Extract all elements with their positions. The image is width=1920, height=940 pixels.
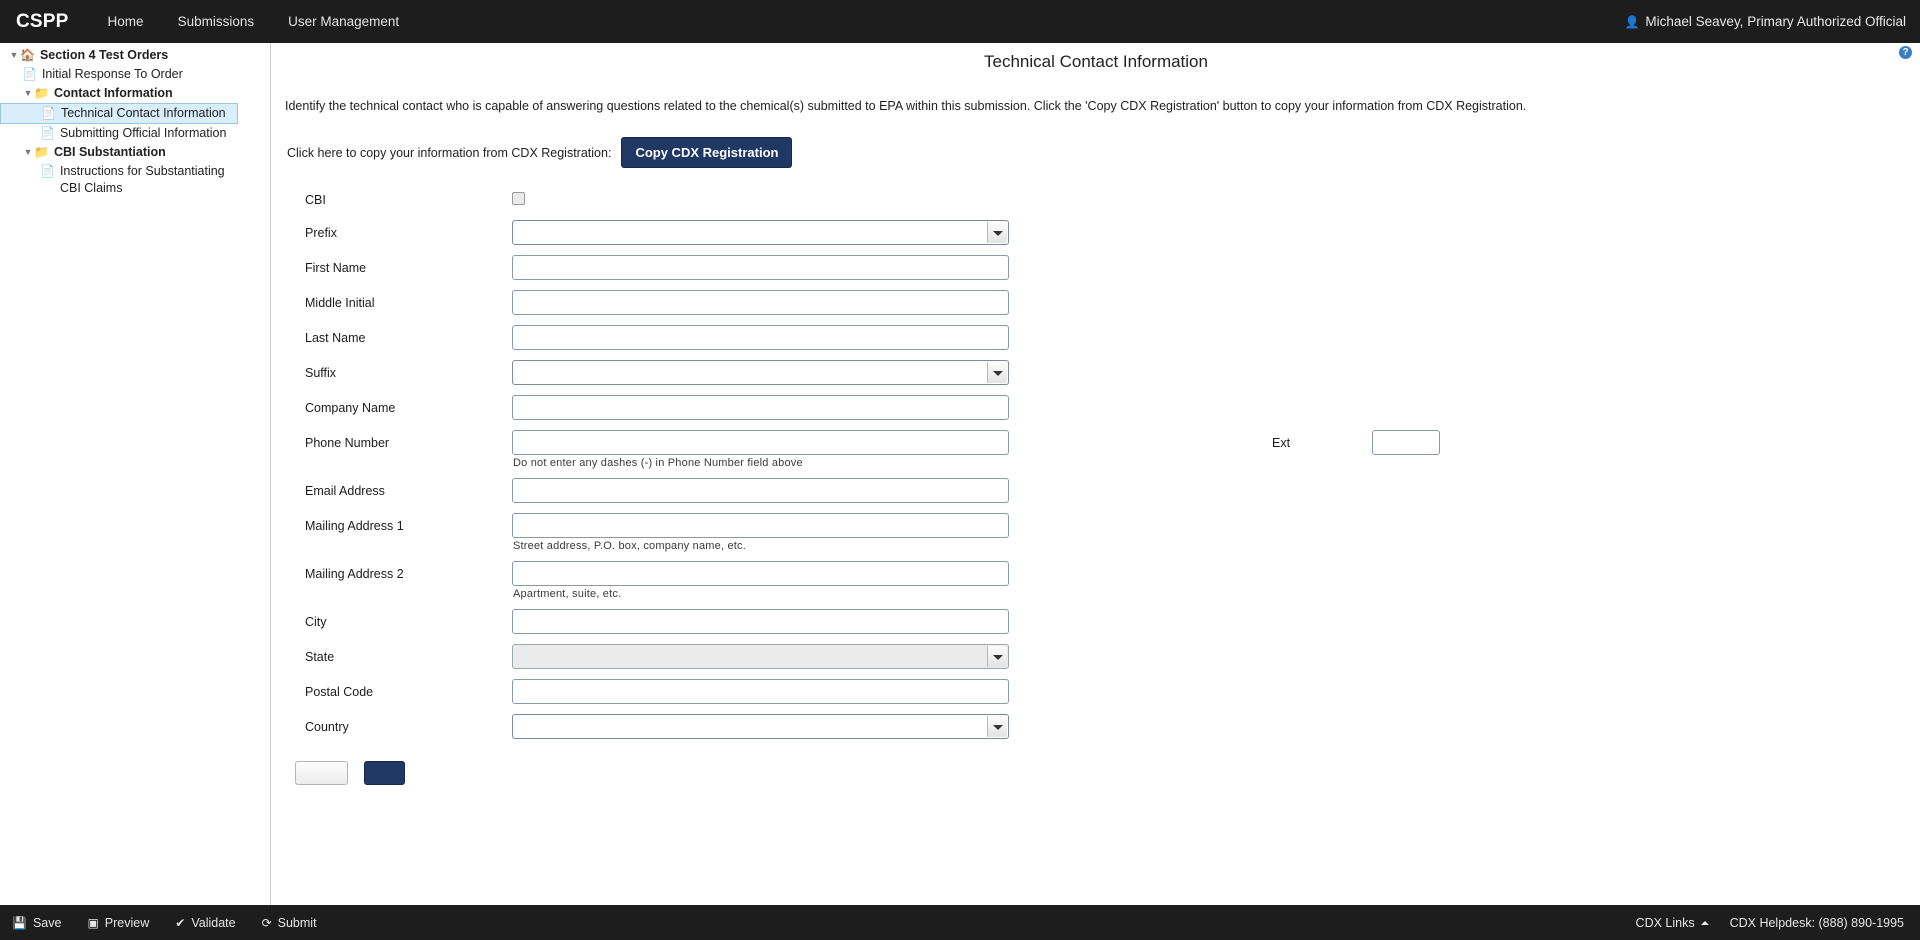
mailing-address-1-hint: Street address, P.O. box, company name, etc. [513,540,746,552]
chevron-down-icon[interactable] [987,362,1007,383]
mailing-address-2-label: Mailing Address 2 [305,567,404,581]
form-row-suffix [272,360,1920,385]
back-button[interactable] [295,761,348,785]
footer-validate-button[interactable] [162,905,248,940]
sidebar-item-label: CBI Substantiation [53,145,166,159]
email-address-input[interactable] [512,478,1009,503]
form-navigation-buttons [295,761,1920,785]
footer-save-button[interactable] [0,905,74,940]
cdx-links-menu[interactable] [1624,905,1722,940]
country-select[interactable] [512,714,1009,739]
city-label: City [305,615,327,629]
state-label: State [305,650,335,664]
form-row-postal-code [272,679,1920,704]
sidebar-item-contact-information[interactable] [0,84,270,103]
suffix-select[interactable] [512,360,1009,385]
nav-item-user-management[interactable]: User Management [288,14,400,29]
suffix-label: Suffix [305,366,337,380]
help-icon[interactable]: ? [1899,46,1912,59]
form-row-email-address [272,478,1920,503]
ext-field-wrapper [1372,430,1440,455]
ext-label: Ext [1272,436,1291,450]
page-icon: 📄 [41,106,56,120]
phone-number-input[interactable] [512,430,1009,455]
form-row-last-name [272,325,1920,350]
folder-icon: 📁 [34,86,49,100]
sidebar-item-label: Technical Contact Information [60,106,226,120]
page-instructions: Identify the technical contact who is capable of answering questions related to the chemical(s) submitted to EPA within this submission. Click the 'Copy CDX Registration' button to copy your information from CDX Registration. [285,99,1527,113]
last-name-input[interactable] [512,325,1009,350]
page-icon: 📄 [40,164,55,178]
home-icon: 🏠 [20,48,35,62]
company-name-label: Company Name [305,401,396,415]
ext-input[interactable] [1372,430,1440,455]
technical-contact-form [272,187,1920,785]
mailing-address-2-hint: Apartment, suite, etc. [513,588,622,600]
mailing-address-2-input[interactable] [512,561,1009,586]
form-row-country [272,714,1920,739]
middle-initial-label: Middle Initial [305,296,375,310]
phone-number-hint: Do not enter any dashes (-) in Phone Number field above [513,457,803,469]
form-row-city [272,609,1920,634]
country-label: Country [305,720,349,734]
cdx-helpdesk-info: CDX Helpdesk: (888) 890-1995 [1729,915,1904,930]
last-name-label: Last Name [305,331,366,345]
nav-item-submissions[interactable]: Submissions [177,14,255,29]
prefix-label: Prefix [305,226,337,240]
save-icon: 💾 [12,915,27,930]
checkmark-icon: ✔ [175,915,186,930]
tree-toggle-icon[interactable]: ▼ [23,147,33,157]
tree-toggle-icon[interactable]: ▼ [9,50,19,60]
footer-submit-label: Submit [277,915,317,930]
cbi-label: CBI [305,193,326,207]
footer-toolbar [0,905,1920,940]
sidebar-item-technical-contact-information[interactable] [0,103,238,124]
form-row-mailing-address-2 [272,561,1920,600]
form-row-prefix [272,220,1920,245]
submit-icon: ⟳ [261,915,272,930]
form-row-first-name [272,255,1920,280]
user-account-label: Michael Seavey, Primary Authorized Official [1645,14,1906,29]
sidebar-item-label: Instructions for Substantiating CBI Claims [59,164,225,195]
form-row-company-name [272,395,1920,420]
chevron-down-icon[interactable] [987,646,1007,667]
cbi-checkbox[interactable] [512,192,525,205]
company-name-input[interactable] [512,395,1009,420]
sidebar-item-label: Initial Response To Order [41,67,183,81]
state-select[interactable] [512,644,1009,669]
footer-validate-label: Validate [191,915,236,930]
nav-item-home[interactable]: Home [107,14,144,29]
form-row-mailing-address-1 [272,513,1920,552]
user-icon: 👤 [1624,14,1640,29]
postal-code-input[interactable] [512,679,1009,704]
mailing-address-1-label: Mailing Address 1 [305,519,404,533]
middle-initial-input[interactable] [512,290,1009,315]
sidebar-item-cbi-substantiation[interactable] [0,143,270,162]
email-address-label: Email Address [305,484,385,498]
sidebar-item-label: Submitting Official Information [59,126,227,140]
preview-icon: ▣ [87,915,99,930]
sidebar-item-instructions-for-substantiating-cbi-claims[interactable] [0,162,230,198]
cdx-links-label: CDX Links [1635,915,1695,930]
page-title: Technical Contact Information [984,52,1208,71]
copy-cdx-registration-button[interactable]: Copy CDX Registration [621,137,792,168]
footer-right-area [1624,905,1920,940]
sidebar-item-label: Contact Information [53,86,173,100]
sidebar-item-label: Section 4 Test Orders [39,48,169,62]
user-account-area[interactable] [1624,14,1920,29]
form-row-cbi [272,187,1920,207]
tree-toggle-icon[interactable]: ▼ [23,88,33,98]
folder-icon: 📁 [34,145,49,159]
top-navigation-bar [0,0,1920,43]
sidebar-navigation-tree [0,43,271,905]
phone-number-label: Phone Number [305,436,390,450]
first-name-label: First Name [305,261,367,275]
footer-submit-button[interactable] [249,905,330,940]
page-icon: 📄 [40,126,55,140]
copy-registration-row [287,137,1920,168]
footer-save-label: Save [32,915,62,930]
form-row-state [272,644,1920,669]
next-button[interactable] [364,761,405,785]
sidebar-item-initial-response-to-order[interactable] [0,65,270,84]
first-name-input[interactable] [512,255,1009,280]
form-row-middle-initial [272,290,1920,315]
footer-preview-button[interactable] [74,905,162,940]
app-brand[interactable]: CSPP [16,10,69,32]
copy-registration-label: Click here to copy your information from CDX Registration: [287,145,612,160]
sidebar-item-submitting-official-information[interactable] [0,124,270,143]
chevron-down-icon[interactable] [987,222,1007,243]
prefix-select[interactable] [512,220,1009,245]
mailing-address-1-input[interactable] [512,513,1009,538]
page-icon: 📄 [22,67,37,81]
postal-code-label: Postal Code [305,685,374,699]
city-input[interactable] [512,609,1009,634]
caret-up-icon [1701,921,1709,925]
sidebar-item-section-4-test-orders[interactable] [0,46,270,65]
main-content [272,43,1920,905]
footer-preview-label: Preview [104,915,150,930]
chevron-down-icon[interactable] [987,716,1007,737]
form-row-phone-number [272,430,1920,469]
